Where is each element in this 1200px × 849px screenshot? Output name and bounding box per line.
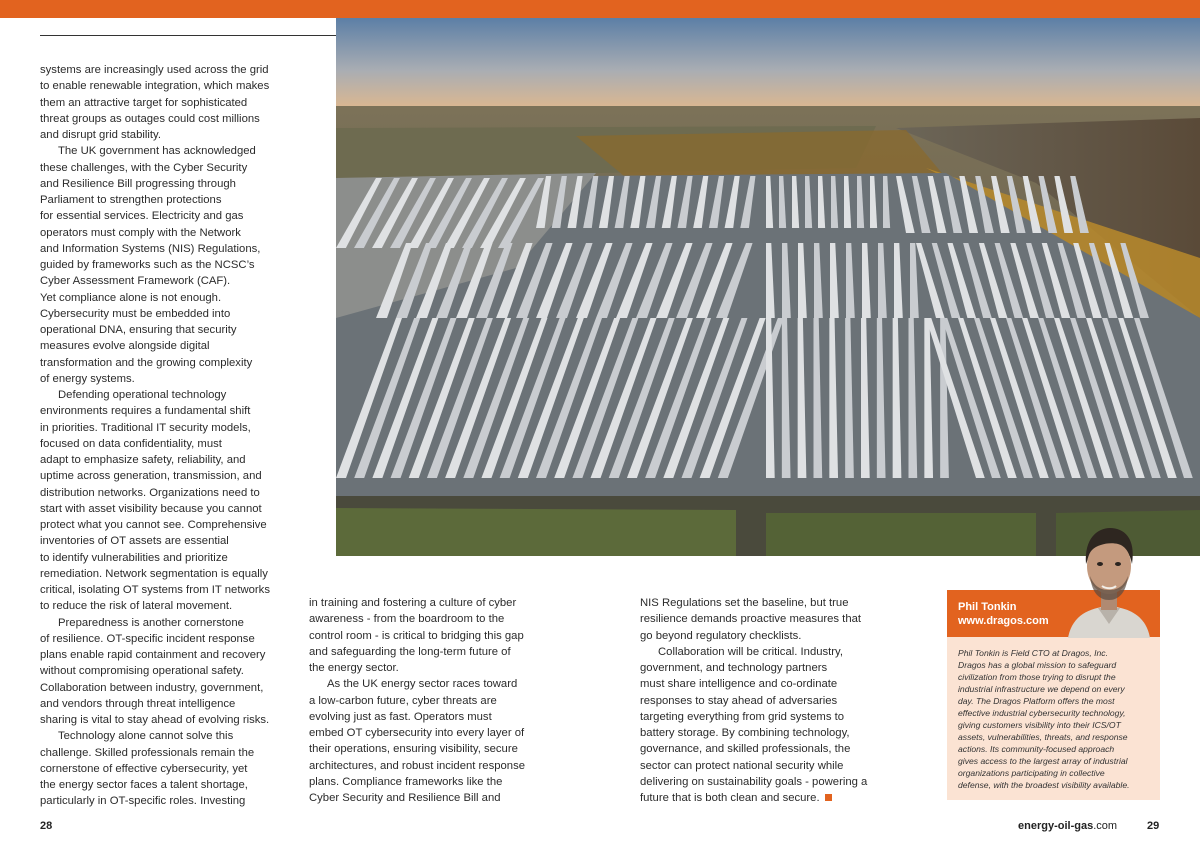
author-bio-text: Phil Tonkin is Field CTO at Dragos, Inc. Dragos has a global mission to safeguard civilization from those trying to disrupt the industrial infrastructure we depend on every day. The Dragos Platform offers the most effective industrial cybersecurity technology, giving customers visibility into their ICS/OT assets, vulnerabilities, threats, and response actions. Its community-focused approach gives access to the largest array of industrial organizations participating in collective defense, with the broadest visibility available. (958, 648, 1130, 790)
author-portrait-photo (1058, 524, 1160, 638)
article-column-1 (40, 62, 298, 810)
paragraph: Defending operational technology environments requires a fundamental shift in priorities. Traditional IT security models, focused on data confidentiality, must adapt to emphasize safety, reliability, and uptime across generation, transmission, and distribution networks. Organizations need to start with asset visibility because you cannot protect what you cannot see. Comprehensive inventories of OT assets are essential to identify vulnerabilities and prioritize remediation. Network segmentation is equally critical, isolating OT systems from IT networks to reduce the risk of lateral movement. (40, 389, 270, 613)
end-of-article-icon (825, 794, 832, 801)
author-name: Phil Tonkin (958, 601, 1017, 613)
magazine-website (1018, 820, 1117, 832)
paragraph: NIS Regulations set the baseline, but true resilience demands proactive measures that go beyond regulatory checklists. (640, 597, 862, 642)
article-column-2 (309, 595, 559, 806)
page-number-left: 28 (40, 820, 53, 832)
paragraph: systems are increasingly used across the grid to enable renewable integration, which makes them an attractive target for sophisticated threat groups as outages could cost millions and disrupt grid stability. (40, 64, 270, 141)
paragraph (640, 644, 900, 807)
paragraph: Technology alone cannot solve this challenge. Skilled professionals remain the cornerstone of effective cybersecurity, yet the energy sector faces a talent shortage, particularly in OT-specific roles. Investing (40, 730, 255, 808)
paragraph: As the UK energy sector races toward a low-carbon future, cyber threats are evolving just as fast. Operators must embed OT cybersecurity into every layer of their operations, ensuring visibility, secure architectures, and robust incident response plans. Compliance frameworks like the Cyber Security and Resilience Bill and (309, 678, 526, 804)
paragraph: Preparedness is another cornerstone of resilience. OT-specific incident response plans enable rapid containment and recovery without compromising operational safety. Collaboration between industry, government, and vendors through threat intelligence sharing is vital to stay ahead of evolving risks. (40, 616, 270, 726)
website-name: energy-oil-gas (1018, 820, 1094, 832)
page-number-right: 29 (1147, 820, 1160, 832)
closing-paragraph-text: Collaboration will be critical. Industry, government, and technology partners must share intelligence and co-ordinate responses to stay ahead of adversaries targeting everything from grid systems to battery storage. By combining technology, governance, and skilled professionals, the sector can protect national security while delivering on sustainability goals - powering a future that is both clean and secure. (640, 645, 868, 804)
top-accent-bar (0, 0, 1200, 18)
author-website: www.dragos.com (958, 615, 1049, 627)
solar-farm-aerial-photo (336, 18, 1200, 556)
website-domain: .com (1093, 820, 1118, 832)
paragraph: in training and fostering a culture of cyber awareness - from the boardroom to the control room - is critical to bridging this gap and safeguarding the long-term future of the energy sector. (309, 597, 524, 674)
paragraph: The UK government has acknowledged these challenges, with the Cyber Security and Resilience Bill progressing through Parliament to strengthen protections for essential services. Electricity and gas operators must comply with the Network and Information Systems (NIS) Regulations, guided by frameworks such as the NCSC’s Cyber Assessment Framework (CAF). Yet compliance alone is not enough. Cybersecurity must be embedded into operational DNA, ensuring that security measures evolve alongside digital transformation and the growing complexity of energy systems. (40, 145, 261, 385)
article-column-3 (640, 595, 900, 806)
